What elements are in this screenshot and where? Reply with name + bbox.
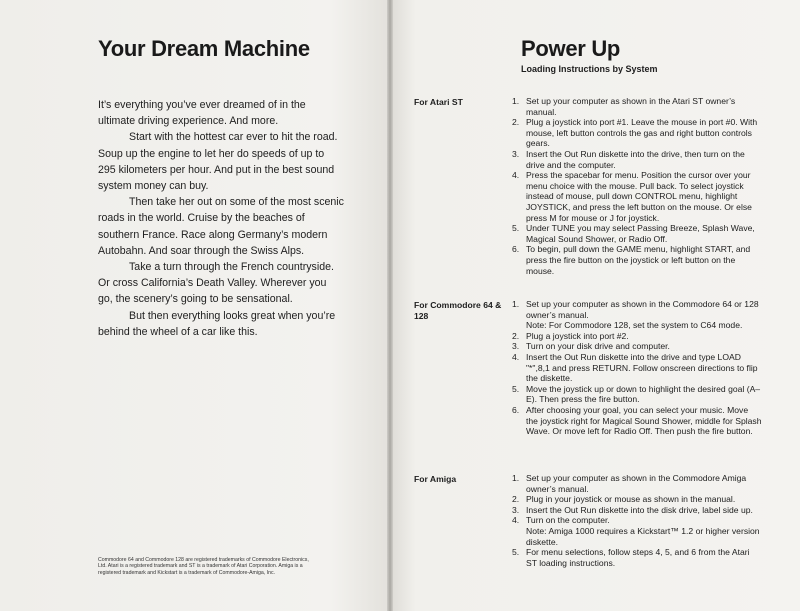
- steps-commodore: [512, 299, 762, 437]
- intro-body: [98, 97, 344, 340]
- step-item: 6. After choosing your goal, you can select your music. Move the joystick right for Magical Sound Shower, middle for Splash Wave. Or move left for Radio Off. Then push the fire button.: [512, 404, 762, 437]
- steps-amiga: [512, 473, 762, 568]
- paragraph: Start with the hottest car ever to hit the road. Soup up the engine to let her do speeds of up to 295 kilometers per hour. And put in the best sound system money can buy.: [98, 131, 338, 193]
- step-item: 5. For menu selections, follow steps 4, 5, and 6 from the Atari ST loading instructions.: [512, 547, 750, 568]
- page-subtitle: Loading Instructions by System: [521, 64, 658, 74]
- step-note: Note: For Commodore 128, set the system to C64 mode.: [526, 320, 743, 331]
- step-item: 6. To begin, pull down the GAME menu, highlight START, and press the fire button on the joystick or left button on the mouse.: [512, 244, 751, 276]
- paragraph: Then take her out on some of the most scenic roads in the world. Cruise by the beaches of southern France. Race along Germany’s modern Autobahn. And soar through the Swiss Alps.: [98, 196, 344, 257]
- steps-atari-st: [512, 96, 762, 276]
- step-item: 5. Move the joystick up or down to highlight the desired goal (A–E). Then press the fire button.: [512, 383, 761, 405]
- step-item: 5. Under TUNE you may select Passing Breeze, Splash Wave, Magical Sound Shower, or Radio Off.: [512, 223, 755, 244]
- step-note: Note: Amiga 1000 requires a Kickstart™ 1.2 or higher version diskette.: [526, 525, 760, 547]
- trademark-notice: Commodore 64 and Commodore 128 are registered trademarks of Commodore Electronics, Ltd. Atari is a registered trademark and ST is a trademark of Atari Corporation. Amiga is a registered trademark and Kickstart is a trademark of Commodore-Amiga, Inc.: [98, 557, 309, 576]
- step-item: 2. Plug a joystick into port #2.: [512, 330, 629, 341]
- show-through-mark: [0, 40, 14, 98]
- step-item: 3. Insert the Out Run diskette into the drive, then turn on the drive and the computer.: [512, 148, 745, 170]
- system-label-amiga: For Amiga: [414, 474, 457, 484]
- step-item: 1. Set up your computer as shown in the Commodore 64 or 128 owner’s manual.: [512, 299, 759, 320]
- paragraph: It’s everything you’ve ever dreamed of in the ultimate driving experience. And more.: [98, 99, 306, 128]
- step-item: 2. Plug a joystick into port #1. Leave the mouse in port #0. With mouse, left button controls the gas and right button controls gears.: [512, 117, 758, 149]
- step-item: 4. Press the spacebar for menu. Position the cursor over your menu choice with the mouse. Pull back. To select joystick instead of mouse, pull down CONTROL menu, highlight JOYSTICK, and press the left button on the mouse. Or else press M for mouse or J for joystick.: [512, 170, 752, 223]
- page-title-right: Power Up: [521, 36, 621, 61]
- book-gutter: [387, 0, 393, 611]
- step-item: 1. Set up your computer as shown in the Commodore Amiga owner’s manual.: [512, 473, 747, 494]
- step-item: 2. Plug in your joystick or mouse as shown in the manual.: [512, 494, 736, 505]
- system-label-commodore: For Commodore 64 & 128: [414, 300, 502, 321]
- system-label-atari-st: For Atari ST: [414, 97, 463, 107]
- step-item: 4. Turn on the computer.: [512, 515, 610, 526]
- step-item: 3. Insert the Out Run diskette into the disk drive, label side up.: [512, 504, 753, 515]
- paragraph: But then everything looks great when you’re behind the wheel of a car like this.: [98, 309, 336, 338]
- paragraph: Take a turn through the French countryside. Or cross California’s Death Valley. Wherever you go, the scenery’s going to be sensational.: [98, 261, 334, 306]
- step-item: 1. Set up your computer as shown in the Atari ST owner’s manual.: [512, 96, 736, 117]
- step-item: 4. Insert the Out Run diskette into the drive and type LOAD "*",8,1 and press RETURN. Follow onscreen directions to flip the diskette.: [512, 351, 758, 384]
- page-title-left: Your Dream Machine: [98, 36, 310, 61]
- step-item: 3. Turn on your disk drive and computer.: [512, 341, 670, 352]
